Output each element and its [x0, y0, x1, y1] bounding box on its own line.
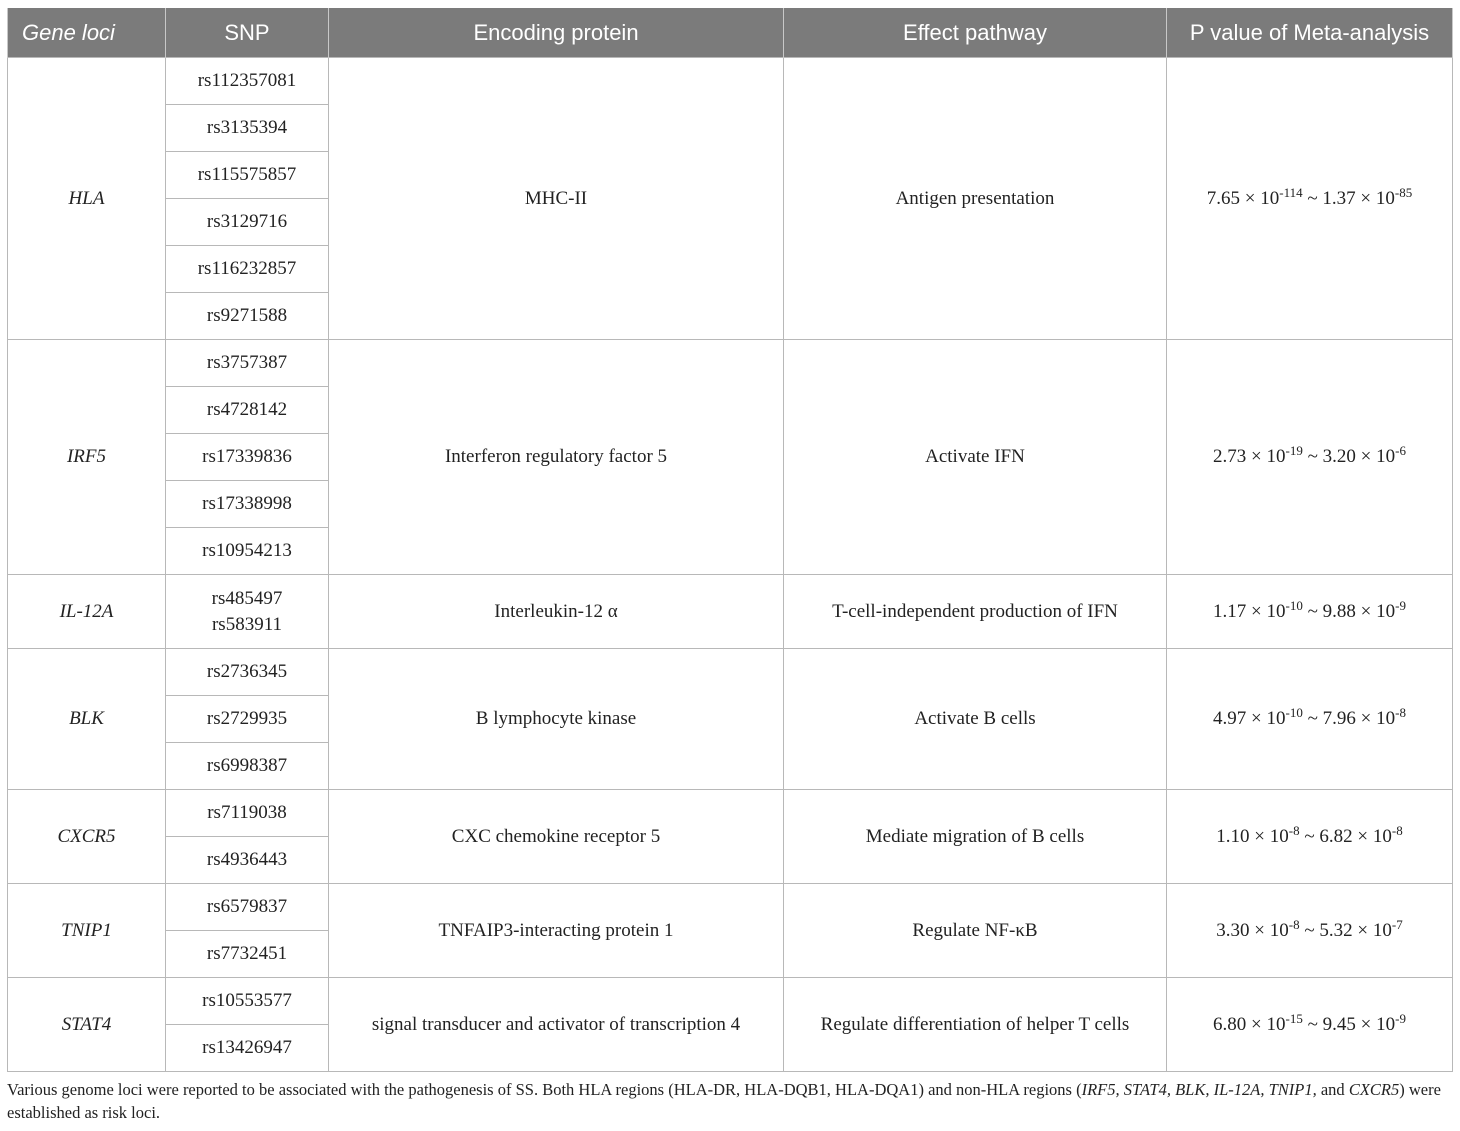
snp-cell: rs2736345: [166, 649, 329, 696]
effect-pathway-cell: Activate B cells: [784, 649, 1167, 790]
caption-genes-italic: IRF5, STAT4, BLK, IL-12A, TNIP1,: [1081, 1080, 1317, 1099]
snp-cell: rs9271588: [166, 293, 329, 340]
p-low-exponent: -8: [1288, 822, 1300, 838]
p-high-exponent: -7: [1391, 916, 1403, 932]
p-low-exponent: -15: [1285, 1010, 1303, 1026]
tilde-sign: ~: [1307, 708, 1318, 729]
p-base: 10: [1266, 446, 1286, 467]
p-low-mantissa: 7.65: [1206, 187, 1241, 209]
p-base: 10: [1375, 187, 1395, 209]
p-value-cell: [1167, 790, 1453, 884]
caption-text-3: ) were established as risk loci.: [7, 1080, 1441, 1122]
snp-cell: rs3757387: [166, 340, 329, 387]
gene-loci-cxcr5: CXCR5: [8, 790, 166, 884]
tilde-sign: ~: [1307, 600, 1318, 622]
gene-loci-hla: HLA: [8, 58, 166, 340]
snp-id: rs485497: [211, 587, 283, 609]
encoding-protein-cell: CXC chemokine receptor 5: [329, 790, 784, 884]
p-high-mantissa: 1.37: [1322, 187, 1356, 209]
p-high-mantissa: 7.96: [1322, 708, 1356, 729]
snp-cell: rs6579837: [166, 884, 329, 931]
snp-cell: rs3135394: [166, 105, 329, 152]
table-row: [8, 58, 1453, 105]
p-base: 10: [1266, 600, 1286, 622]
table-body: [8, 58, 1453, 1072]
p-base: 10: [1266, 708, 1286, 729]
encoding-protein-cell: B lymphocyte kinase: [329, 649, 784, 790]
p-base: 10: [1376, 708, 1396, 729]
gene-loci-blk: BLK: [8, 649, 166, 790]
effect-pathway-cell: Mediate migration of B cells: [784, 790, 1167, 884]
snp-cell: rs115575857: [166, 152, 329, 199]
gene-loci-il-12a: IL-12A: [8, 575, 166, 649]
p-high-mantissa: 9.45: [1322, 1013, 1356, 1035]
p-high-exponent: -8: [1391, 822, 1403, 838]
times-sign: ×: [1251, 708, 1262, 729]
p-value-cell: [1167, 575, 1453, 649]
p-base: 10: [1376, 446, 1396, 467]
table-row: [8, 340, 1453, 387]
caption-text-1: Various genome loci were reported to be associated with the pathogenesis of SS. Both HLA regions (HLA-DR, HLA-DQB1, HLA-DQA1) and non-HLA regions (: [7, 1080, 1082, 1099]
p-high-exponent: -85: [1394, 184, 1413, 200]
p-low-mantissa: 1.17: [1213, 600, 1247, 622]
table-caption: [7, 1078, 1452, 1124]
encoding-protein-cell: MHC-II: [329, 58, 784, 340]
snp-cell: rs4728142: [166, 387, 329, 434]
times-sign: ×: [1360, 600, 1372, 622]
times-sign: ×: [1357, 919, 1369, 941]
p-low-exponent: -10: [1285, 705, 1303, 720]
snp-cell: rs2729935: [166, 696, 329, 743]
p-low-exponent: -8: [1288, 916, 1300, 932]
effect-pathway-cell: Activate IFN: [784, 340, 1167, 575]
p-base: 10: [1372, 919, 1392, 941]
times-sign: ×: [1360, 446, 1372, 467]
times-sign: ×: [1254, 825, 1266, 847]
caption-text-2: and: [1316, 1080, 1349, 1099]
times-sign: ×: [1357, 825, 1369, 847]
p-base: 10: [1372, 825, 1392, 847]
encoding-protein-cell: Interleukin-12 α: [329, 575, 784, 649]
p-high-mantissa: 3.20: [1322, 446, 1356, 467]
times-sign: ×: [1251, 600, 1262, 622]
p-high-mantissa: 5.32: [1319, 919, 1353, 941]
times-sign: ×: [1360, 1013, 1372, 1035]
p-high-exponent: -9: [1395, 1010, 1406, 1026]
gene-loci-table: [7, 8, 1453, 1072]
snp-cell: rs10553577: [166, 978, 329, 1025]
p-low-exponent: -114: [1279, 184, 1303, 200]
gene-loci-stat4: STAT4: [8, 978, 166, 1072]
effect-pathway-cell: Antigen presentation: [784, 58, 1167, 340]
p-low-mantissa: 3.30: [1216, 919, 1250, 941]
p-base: 10: [1269, 919, 1289, 941]
snp-cell: rs112357081: [166, 58, 329, 105]
p-high-exponent: -9: [1395, 597, 1406, 613]
p-high-exponent: -8: [1395, 705, 1406, 720]
tilde-sign: ~: [1307, 187, 1318, 209]
gene-loci-tnip1: TNIP1: [8, 884, 166, 978]
p-base: 10: [1269, 825, 1289, 847]
header-snp: SNP: [166, 8, 329, 58]
snp-cell: rs116232857: [166, 246, 329, 293]
snp-cell: rs10954213: [166, 528, 329, 575]
p-high-exponent: -6: [1395, 443, 1406, 458]
times-sign: ×: [1251, 446, 1262, 467]
p-value-cell: [1167, 340, 1453, 575]
p-base: 10: [1376, 600, 1396, 622]
table-row: [8, 978, 1453, 1025]
p-high-mantissa: 9.88: [1322, 600, 1356, 622]
header-effect-pathway: Effect pathway: [784, 8, 1167, 58]
tilde-sign: ~: [1304, 919, 1315, 941]
p-value-cell: [1167, 649, 1453, 790]
p-high-mantissa: 6.82: [1319, 825, 1353, 847]
table-row: [8, 790, 1453, 837]
snp-cell: rs3129716: [166, 199, 329, 246]
snp-cell: rs6998387: [166, 743, 329, 790]
header-encoding-protein: Encoding protein: [329, 8, 784, 58]
p-value-cell: [1167, 58, 1453, 340]
table-row: [8, 649, 1453, 696]
effect-pathway-cell: Regulate differentiation of helper T cells: [784, 978, 1167, 1072]
p-value-cell: [1167, 978, 1453, 1072]
times-sign: ×: [1251, 1013, 1262, 1035]
encoding-protein-cell: signal transducer and activator of transcription 4: [329, 978, 784, 1072]
snp-cell: rs7119038: [166, 790, 329, 837]
snp-cell: rs17338998: [166, 481, 329, 528]
table-row: [8, 884, 1453, 931]
header-row: [8, 8, 1453, 58]
tilde-sign: ~: [1307, 1013, 1318, 1035]
tilde-sign: ~: [1307, 446, 1318, 467]
caption-cxcr5-italic: CXCR5: [1348, 1080, 1400, 1099]
table-row: [8, 575, 1453, 649]
gene-loci-irf5: IRF5: [8, 340, 166, 575]
header-gene-loci: Gene loci: [8, 8, 166, 58]
times-sign: ×: [1254, 919, 1266, 941]
snp-cell: [166, 575, 329, 649]
times-sign: ×: [1360, 187, 1372, 209]
snp-cell: rs13426947: [166, 1025, 329, 1072]
tilde-sign: ~: [1304, 825, 1315, 847]
header-p-value: P value of Meta-analysis: [1167, 8, 1453, 58]
effect-pathway-cell: T-cell-independent production of IFN: [784, 575, 1167, 649]
encoding-protein-cell: Interferon regulatory factor 5: [329, 340, 784, 575]
p-low-mantissa: 2.73: [1213, 446, 1247, 467]
times-sign: ×: [1360, 708, 1372, 729]
p-base: 10: [1376, 1013, 1396, 1035]
effect-pathway-cell: Regulate NF-κB: [784, 884, 1167, 978]
p-low-mantissa: 4.97: [1213, 708, 1247, 729]
p-low-exponent: -10: [1285, 597, 1303, 613]
times-sign: ×: [1244, 187, 1256, 209]
encoding-protein-cell: TNFAIP3-interacting protein 1: [329, 884, 784, 978]
p-low-exponent: -19: [1285, 443, 1303, 458]
p-low-mantissa: 1.10: [1216, 825, 1250, 847]
p-value-cell: [1167, 884, 1453, 978]
snp-id: rs583911: [211, 613, 283, 635]
snp-cell: rs7732451: [166, 931, 329, 978]
snp-cell: rs4936443: [166, 837, 329, 884]
p-base: 10: [1260, 187, 1280, 209]
p-low-mantissa: 6.80: [1213, 1013, 1247, 1035]
snp-cell: rs17339836: [166, 434, 329, 481]
p-base: 10: [1266, 1013, 1286, 1035]
